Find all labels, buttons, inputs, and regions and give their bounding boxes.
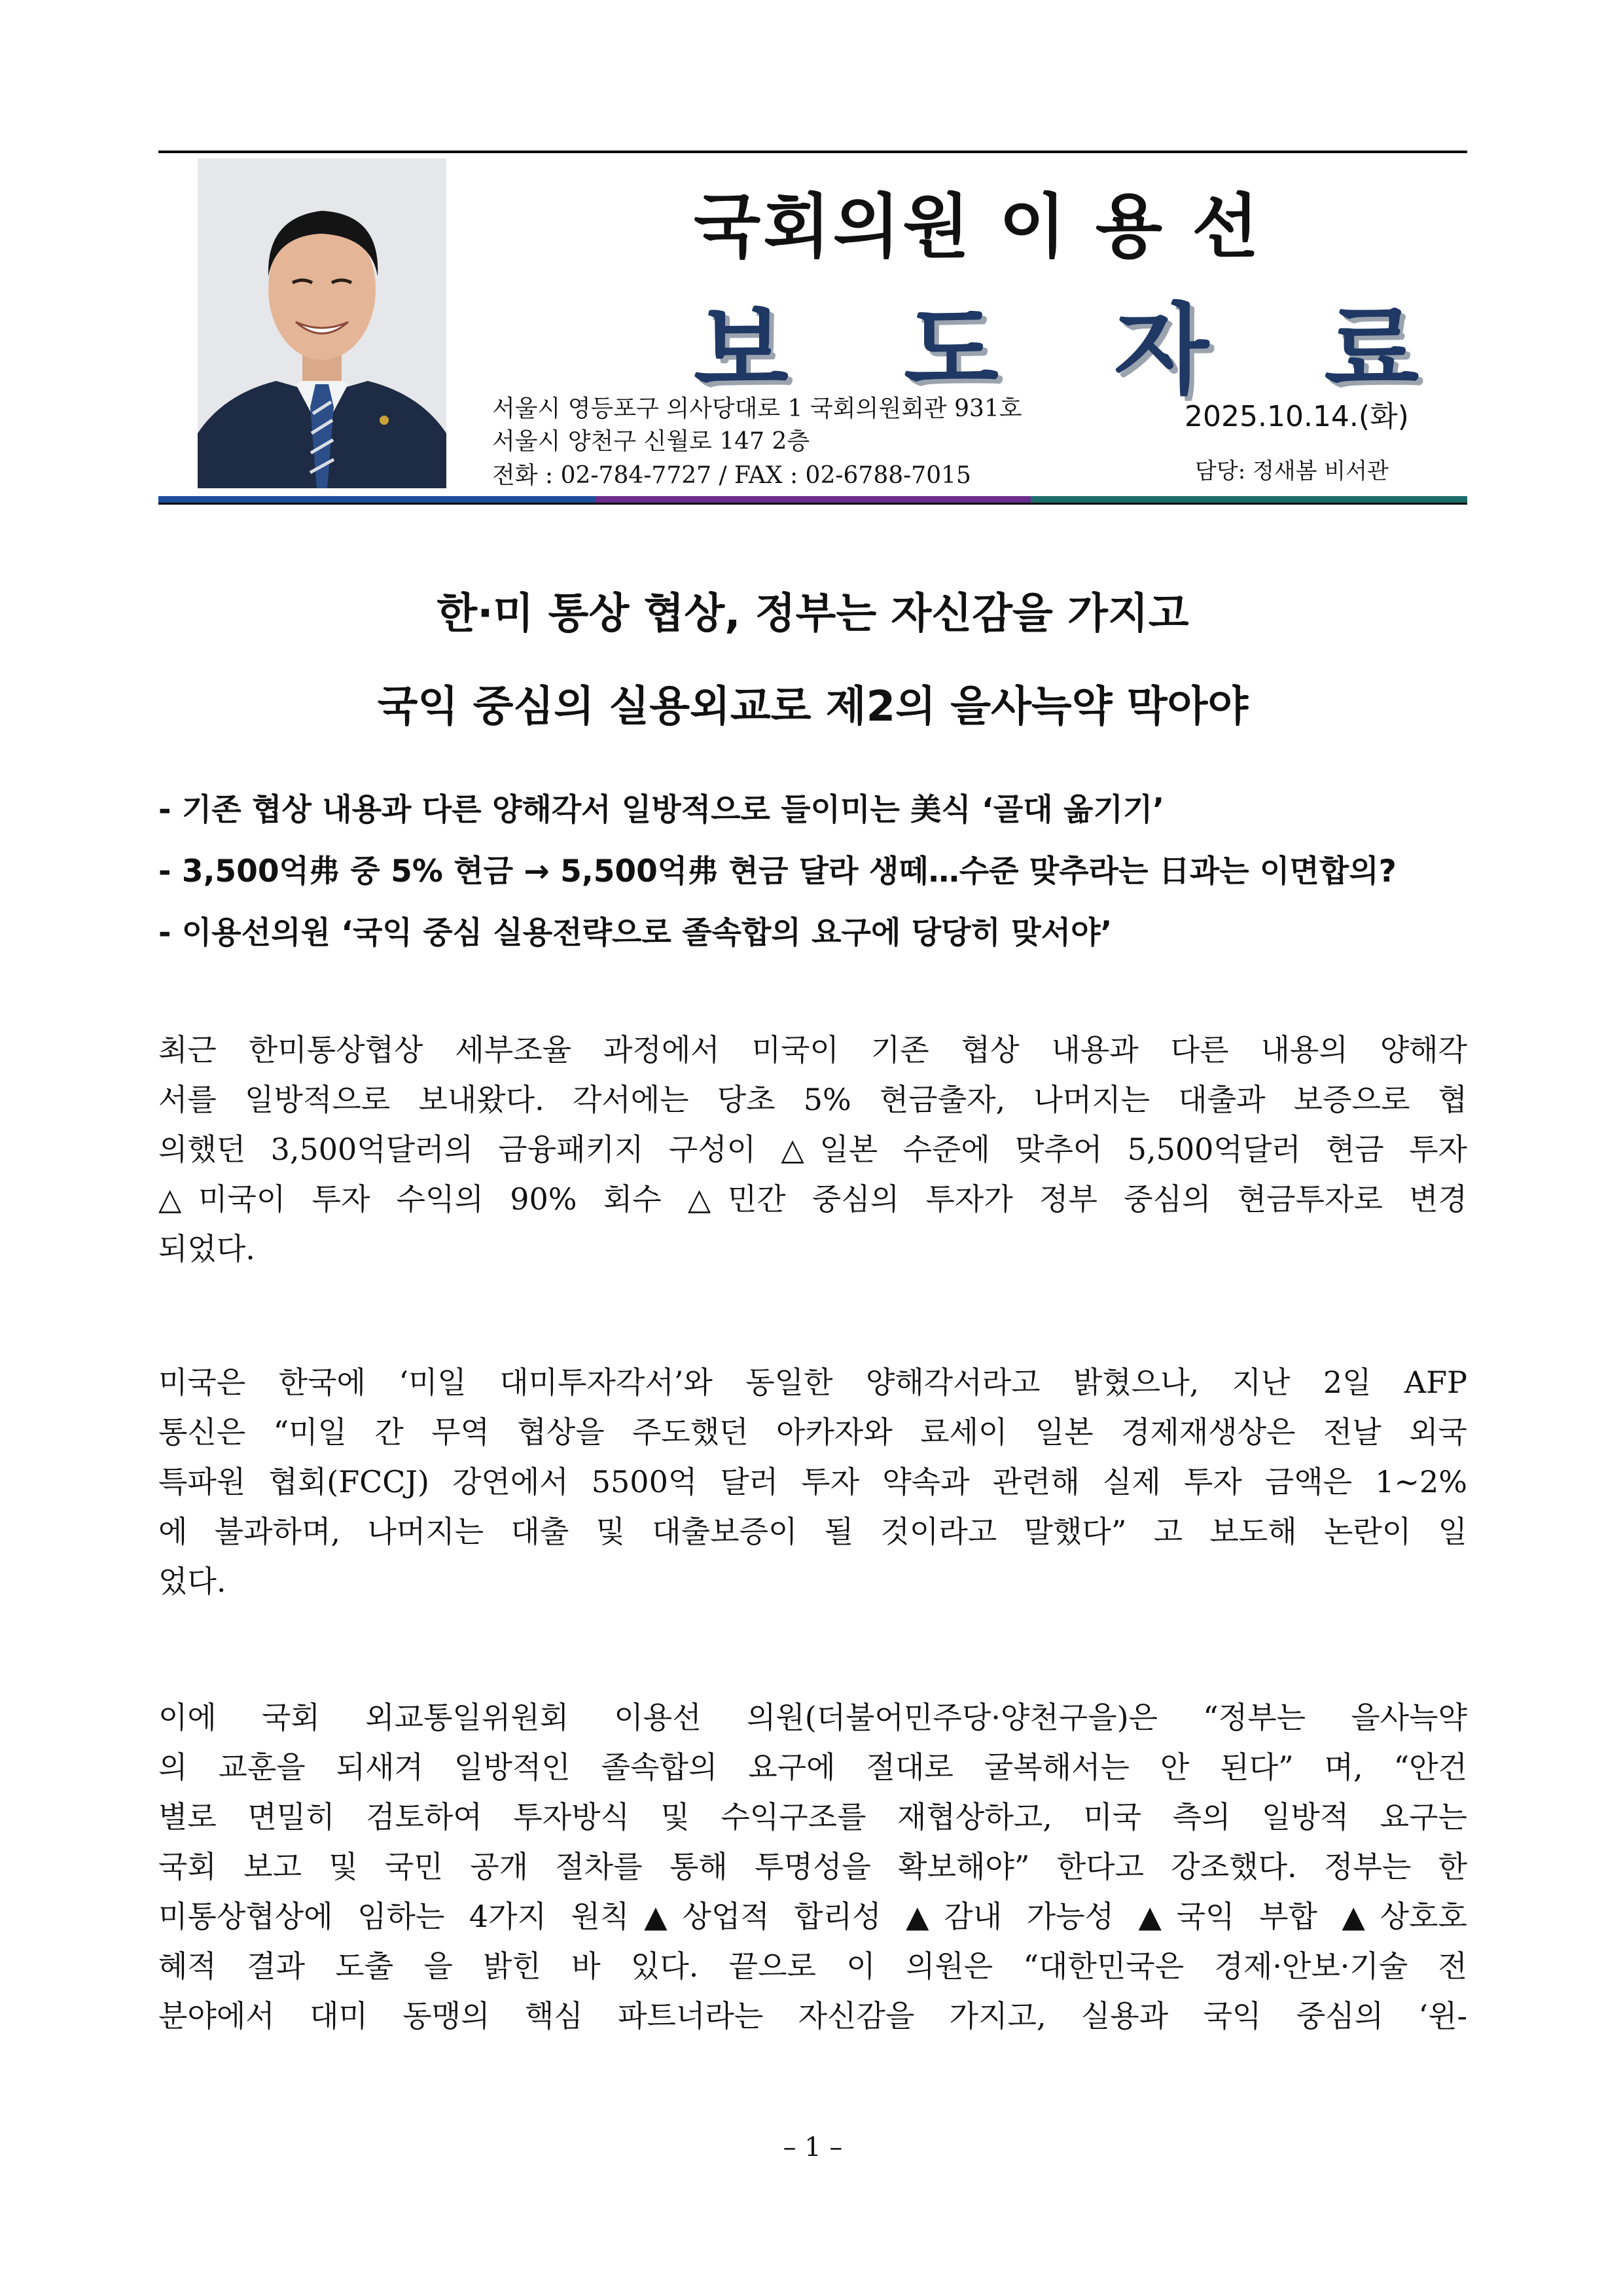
paragraph-line: 혜적 결과 도출 을 밝힌 바 있다. 끝으로 이 의원은 “대한민국은 경제·안보·기술 전 <box>158 1948 1467 1984</box>
headline-line-1: 한·미 통상 협상, 정부는 자신감을 가지고 <box>437 590 1189 638</box>
paragraph-line: 통신은 “미일 간 무역 협상을 주도했던 아카자와 료세이 일본 경제재생상은 전날 외국 <box>158 1414 1467 1450</box>
body-paragraph-3 <box>158 1693 1467 2041</box>
header-bottom-rule <box>158 503 1467 505</box>
office-address: 서울시 영등포구 의사당대로 1 국회의원회관 931호 <box>492 395 1022 422</box>
phone-fax: 전화 : 02-784-7727 / FAX : 02-6788-7015 <box>492 462 971 489</box>
paragraph-line: 었다. <box>158 1564 226 1599</box>
paragraph-line: 되었다. <box>158 1231 255 1266</box>
paragraph-line: 이에 국회 외교통일위원회 이용선 의원(더불어민주당·양천구을)은 “정부는 을사늑약 <box>158 1700 1467 1735</box>
paragraph-line: 분야에서 대미 동맹의 핵심 파트너라는 자신감을 가지고, 실용과 국익 중심의 ‘윈- <box>158 1998 1467 2034</box>
lawmaker-name-title: 국회의원 이 용 선 <box>694 187 1262 267</box>
paragraph-line: 의했던 3,500억달러의 금융패키지 구성이 △일본 수준에 맞추어 5,500억달러 현금 투자 <box>158 1132 1467 1167</box>
paragraph-line: 에 불과하며, 나머지는 대출 및 대출보증이 될 것이라고 말했다” 고 보도해 논란이 일 <box>158 1514 1467 1549</box>
body-paragraph-2 <box>158 1357 1467 1606</box>
district-office-address: 서울시 양천구 신월로 147 2층 <box>492 428 810 455</box>
headline-line-2: 국익 중심의 실용외교로 제2의 을사늑약 막아야 <box>377 683 1249 731</box>
subhead-1: - 기존 협상 내용과 다른 양해각서 일방적으로 들이미는 美식 ‘골대 옮기기’ <box>158 792 1165 828</box>
paragraph-line: △미국이 투자 수익의 90% 회수 △민간 중심의 투자가 정부 중심의 현금투자로 변경 <box>158 1181 1467 1217</box>
subhead-2: - 3,500억弗 중 5% 현금 → 5,500억弗 현금 달라 생떼…수준 맞추라는 日과는 이면합의? <box>158 853 1397 889</box>
paragraph-line: 서를 일방적으로 보내왔다. 각서에는 당초 5% 현금출자, 나머지는 대출과 보증으로 협 <box>158 1082 1467 1117</box>
paragraph-line: 미국은 한국에 ‘미일 대미투자각서’와 동일한 양해각서라고 밝혔으나, 지난 2일 AFP <box>158 1365 1467 1400</box>
paragraph-line: 별로 면밀히 검토하여 투자방식 및 수익구조를 재협상하고, 미국 측의 일방적 요구는 <box>158 1799 1467 1835</box>
press-release-title: 보 도 자 료 <box>694 294 1460 408</box>
color-bar-segment-purple <box>595 496 1031 503</box>
header-top-rule <box>158 151 1467 153</box>
paragraph-line: 특파원 협회(FCCJ) 강연에서 5500억 달러 투자 약속과 관련해 실제 투자 금액은 1~2% <box>158 1464 1467 1499</box>
paragraph-line: 최근 한미통상협상 세부조율 과정에서 미국이 기존 협상 내용과 다른 내용의 양해각 <box>158 1032 1467 1067</box>
body-paragraph-1 <box>158 1025 1467 1274</box>
lawmaker-portrait-photo <box>198 158 446 488</box>
release-date: 2025.10.14.(화) <box>1185 400 1409 433</box>
paragraph-line: 의 교훈을 되새겨 일방적인 졸속합의 요구에 절대로 굴복해서는 안 된다” 며, “안건 <box>158 1749 1467 1785</box>
contact-person: 담당: 정새봄 비서관 <box>1195 458 1389 484</box>
color-bar-segment-teal <box>1031 496 1467 503</box>
paragraph-line: 미통상협상에 임하는 4가지 원칙▲상업적 합리성 ▲감내 가능성 ▲국익 부합 ▲상호호 <box>158 1899 1467 1934</box>
header-color-bar <box>158 496 1467 503</box>
paragraph-line: 국회 보고 및 국민 공개 절차를 통해 투명성을 확보해야” 한다고 강조했다. 정부는 한 <box>158 1849 1467 1884</box>
page-number: – 1 – <box>783 2132 843 2162</box>
subhead-3: - 이용선의원 ‘국익 중심 실용전략으로 졸속합의 요구에 당당히 맞서야’ <box>158 915 1113 951</box>
color-bar-segment-blue <box>158 496 595 503</box>
